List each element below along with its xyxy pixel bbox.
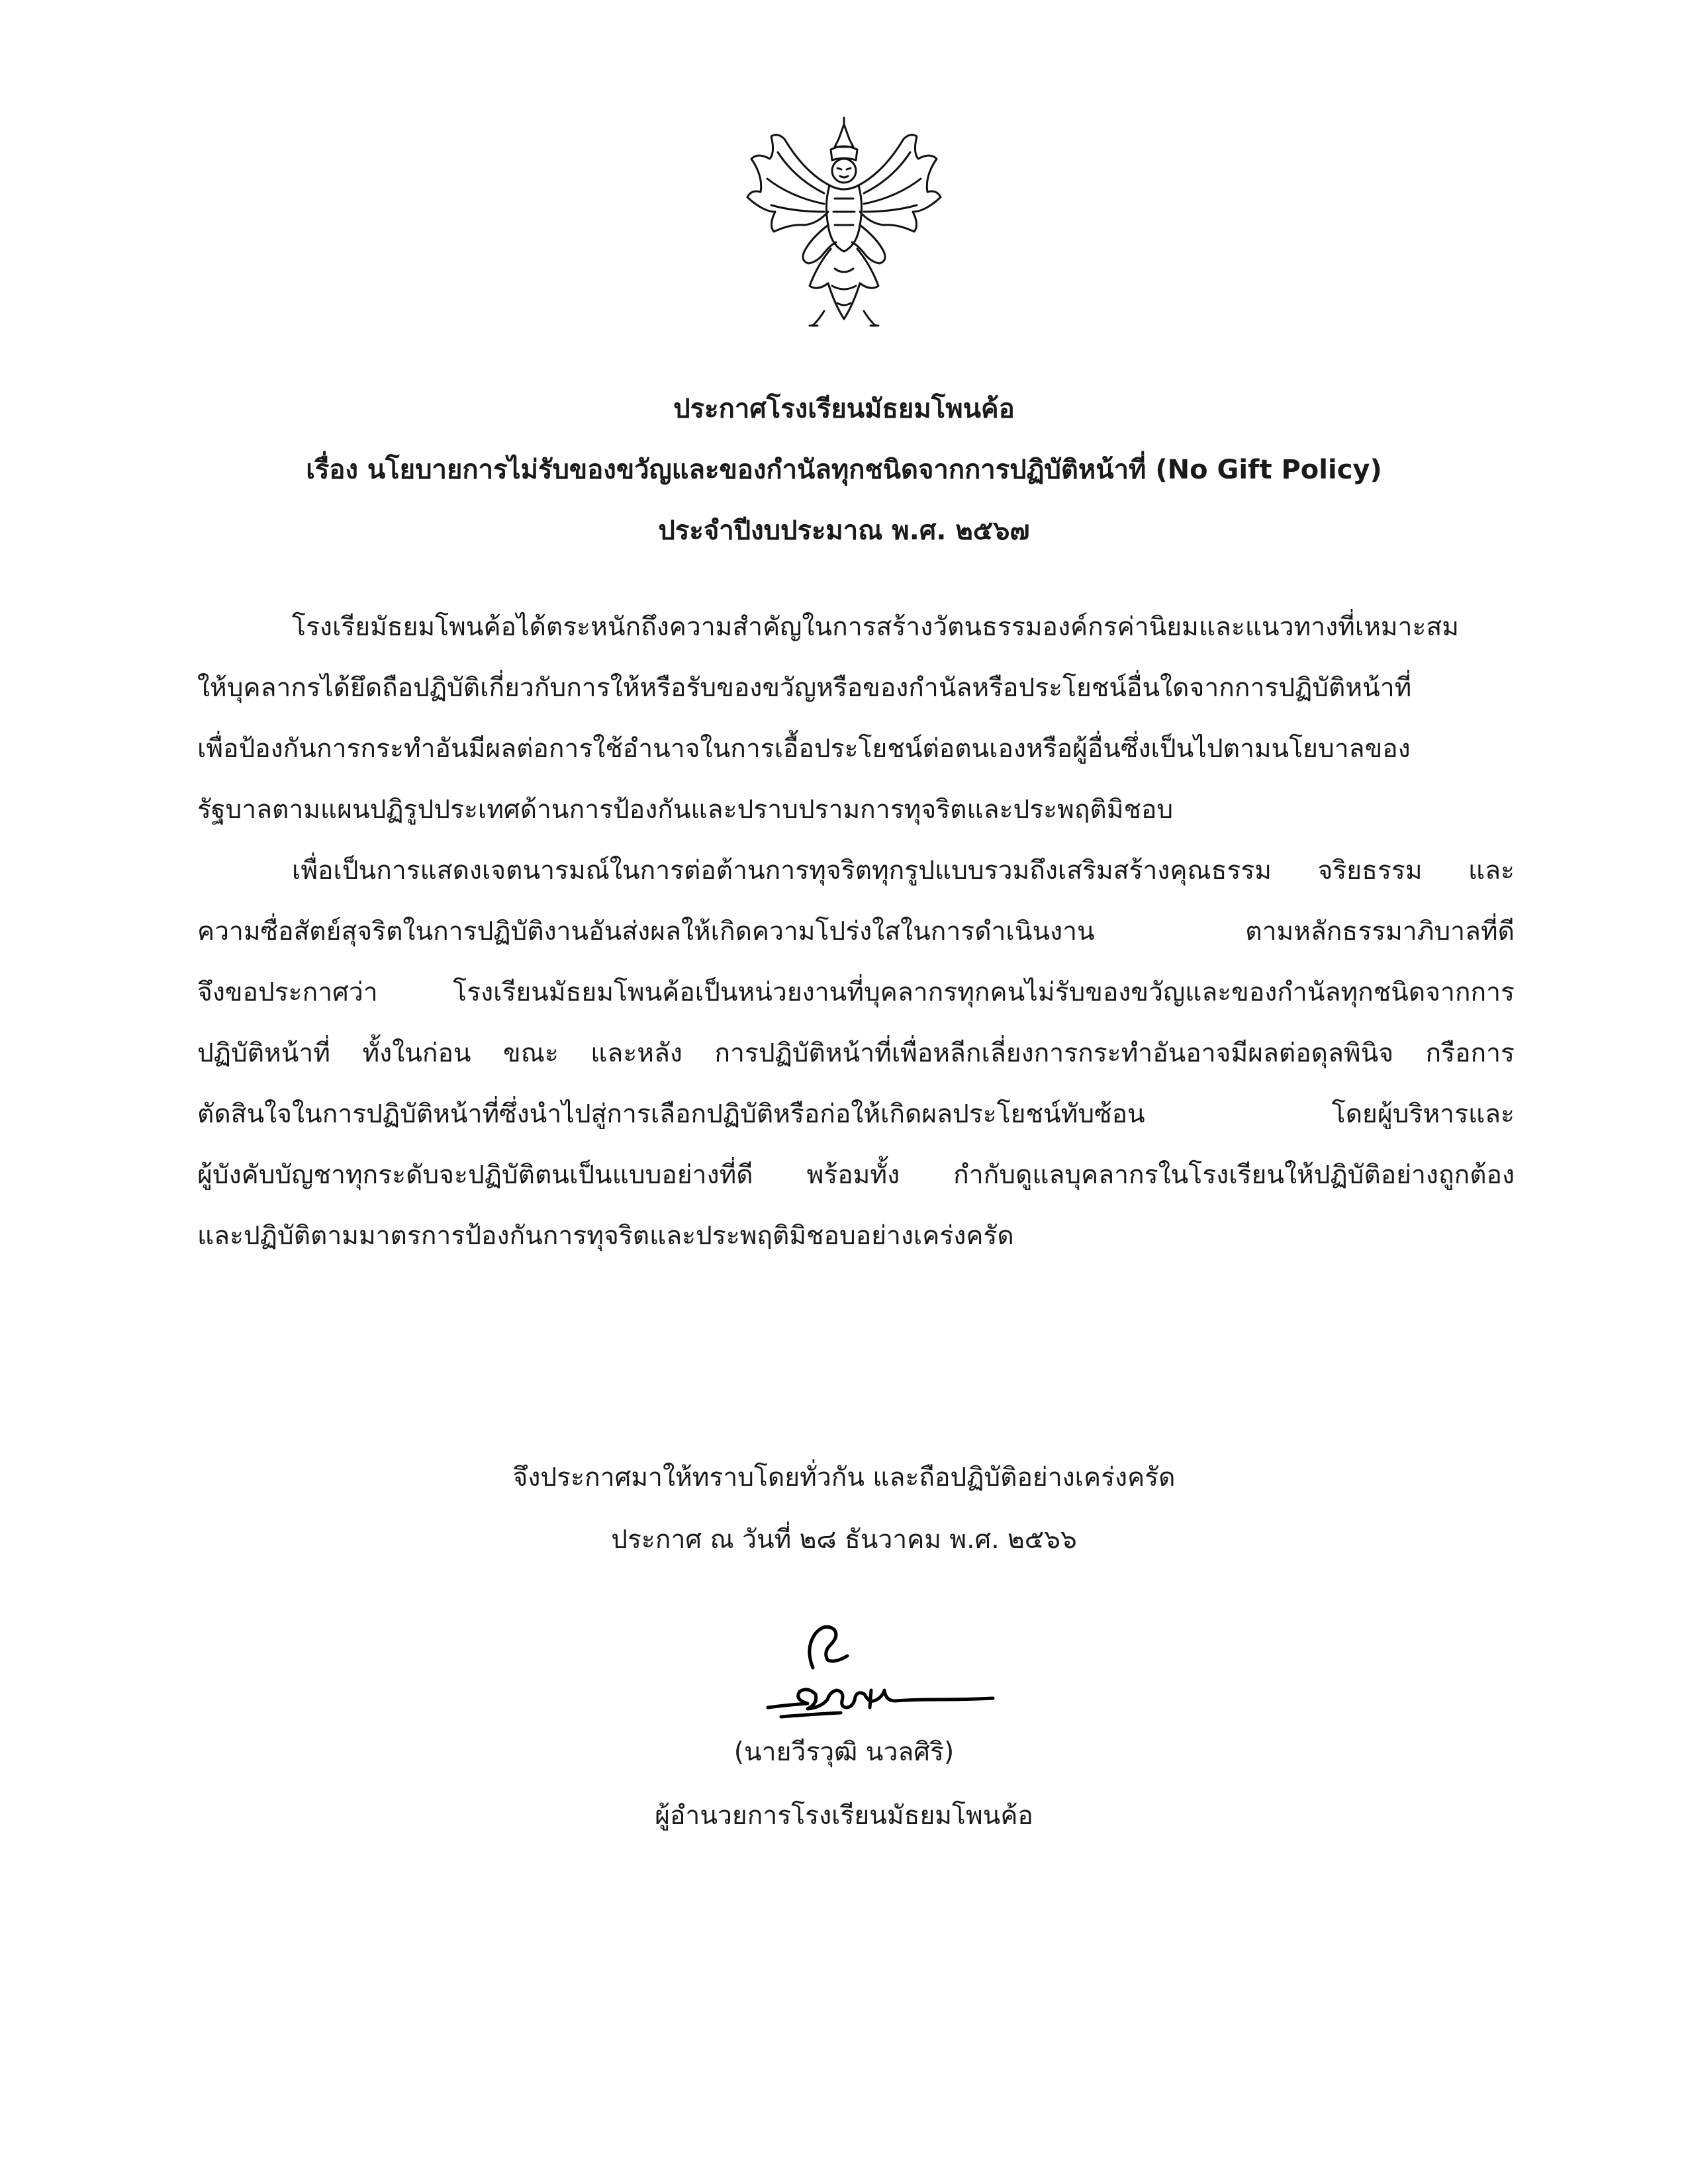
body-line: ผู้บังคับบัญชาทุกระดับจะปฏิบัติตนเป็นแบบอย่างที่ดี พร้อมทั้ง กำกับดูแลบุคลากรในโรงเรียนให้ปฏิบัติอย่างถูกต้อง <box>197 1160 1515 1190</box>
announcement-body <box>197 597 1515 1267</box>
body-line: รัฐบาลตามแผนปฏิรูปประเทศด้านการป้องกันและปราบปรามการทุจริตและประพฤติมิชอบ <box>197 795 1174 825</box>
closing-section <box>132 1447 1556 1571</box>
signer-position: ผู้อำนวยการโรงเรียนมัธยมโพนค้อ <box>655 1801 1033 1831</box>
announcement-date: ประกาศ ณ วันที่ ๒๘ ธันวาคม พ.ศ. ๒๕๖๖ <box>611 1525 1077 1555</box>
signer-section <box>132 1721 1556 1848</box>
body-line: โรงเรียมัธยมโพนค้อได้ตระหนักถึงความสำคัญในการสร้างวัตนธรรมองค์กรค่านิยมและแนวทางที่เหมาะสม <box>292 612 1459 642</box>
closing-statement: จึงประกาศมาให้ทราบโดยทั่วกัน และถือปฏิบัติอย่างเคร่งครัด <box>512 1463 1176 1492</box>
garuda-emblem-icon <box>731 113 957 338</box>
fiscal-year-line: ประจำปีงบประมาณ พ.ศ. ๒๕๖๗ <box>658 516 1030 546</box>
body-line: ความซื่อสัตย์สุจริตในการปฏิบัติงานอันส่งผลให้เกิดความโปร่งใสในการดำเนินงาน ตามหลักธรรมาภิบาลที่ดี <box>197 917 1515 946</box>
announcement-header <box>132 379 1556 561</box>
announcement-subject: เรื่อง นโยบายการไม่รับของขวัญและของกำนัลทุกชนิดจากการปฏิบัติหน้าที่ (No Gift Policy) <box>306 455 1382 485</box>
announcement-title: ประกาศโรงเรียนมัธยมโพนค้อ <box>673 394 1015 424</box>
body-line: จึงขอประกาศว่า โรงเรียนมัธยมโพนค้อเป็นหน่วยงานที่บุคลากรทุกคนไม่รับของขวัญและของกำนัลทุกชนิดจากการ <box>197 978 1515 1007</box>
body-line: และปฏิบัติตามมาตรการป้องกันการทุจริตและประพฤติมิชอบอย่างเคร่งครัด <box>197 1221 1014 1251</box>
body-line: ให้บุคลากรได้ยึดถือปฏิบัติเกี่ยวกับการให้หรือรับของขวัญหรือของกำนัลหรือประโยชน์อื่นใดจากการปฏิบัติหน้าที่ <box>197 673 1412 703</box>
body-line: ปฏิบัติหน้าที่ ทั้งในก่อน ขณะ และหลัง การปฏิบัติหน้าที่เพื่อหลีกเลี่ยงการกระทำอันอาจมีผลต่อดุลพินิจ กรือการ <box>197 1038 1515 1068</box>
body-line: เพื่อเป็นการแสดงเจตนารมณ์ในการต่อต้านการทุจริตทุกรูปแบบรวมถึงเสริมสร้างคุณธรรม จริยธรรม และ <box>292 856 1515 886</box>
body-line: เพื่อป้องกันการกระทำอันมีผลต่อการใช้อำนาจในการเอื้อประโยชน์ต่อตนเองหรือผู้อื่นซึ่งเป็นไปตามนโยบาลของ <box>197 734 1411 764</box>
signer-name: (นายวีรวุฒิ นวลศิริ) <box>733 1737 955 1767</box>
body-line: ตัดสินใจในการปฏิบัติหน้าที่ซึ่งนำไปสู่การเลือกปฏิบัติหรือก่อให้เกิดผลประโยชน์ทับซ้อน โดยผู้บริหารและ <box>197 1099 1515 1129</box>
